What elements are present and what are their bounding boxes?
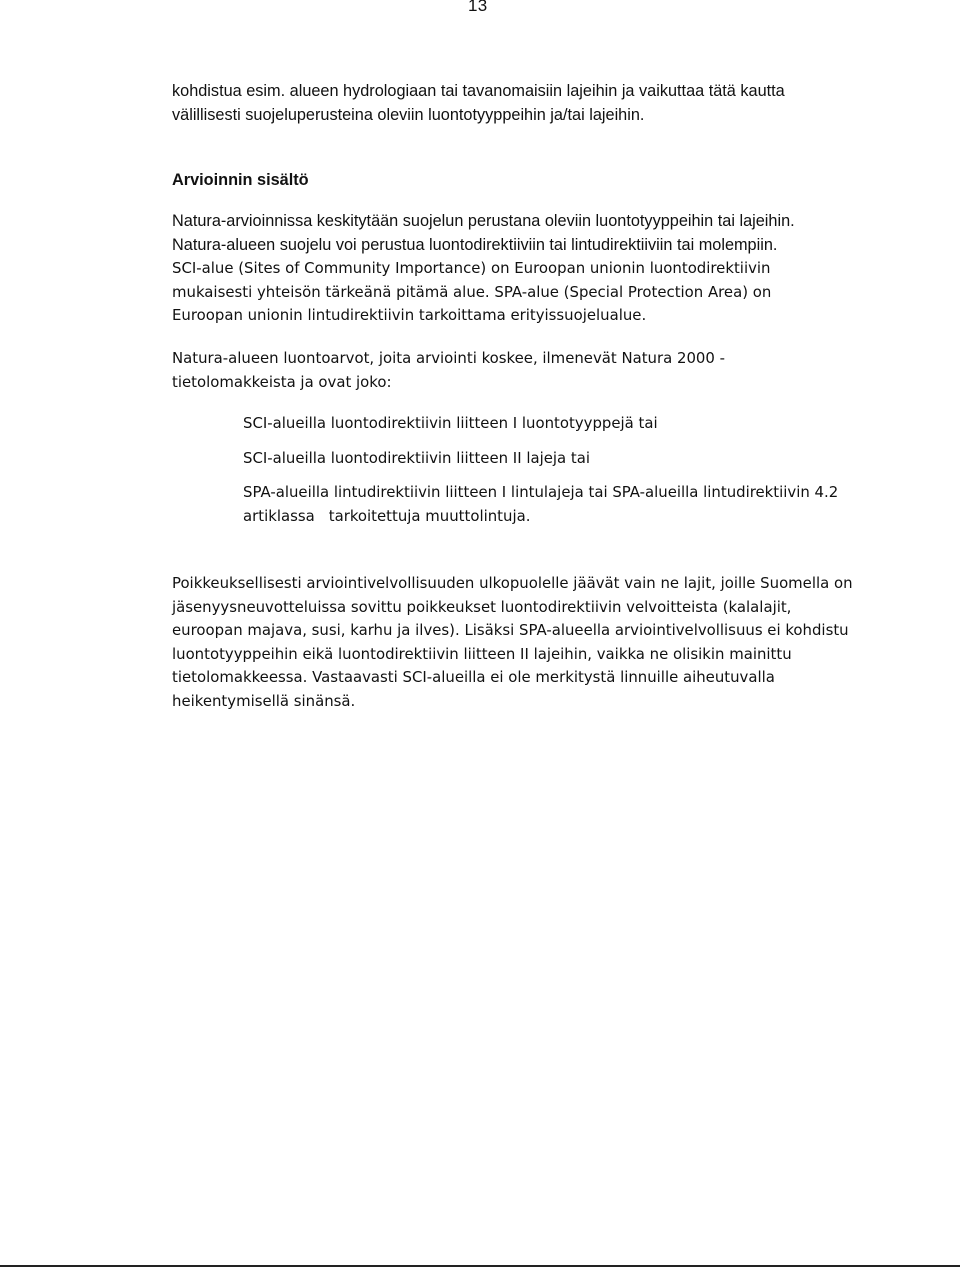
exceptions-paragraph xyxy=(172,572,912,713)
list-item: SCI-alueilla luontodirektiivin liitteen I luontotyyppejä tai xyxy=(243,414,658,432)
text-line: luontotyyppeihin eikä luontodirektiivin liitteen II lajeihin, vaikka ne olisikin mainittu xyxy=(172,644,792,663)
bottom-rule xyxy=(0,1265,960,1267)
intro-paragraph xyxy=(172,209,912,257)
sci-spa-paragraph xyxy=(172,257,912,328)
text-line: jäsenyysneuvotteluissa sovittu poikkeukset luontodirektiivin velvoitteista (kalalajit, xyxy=(172,597,792,616)
continuation-paragraph xyxy=(172,79,912,127)
text-line: heikentymisellä sinänsä. xyxy=(172,691,356,710)
list-item xyxy=(243,481,913,528)
text-line: SPA-alueilla lintudirektiivin liitteen I lintulajeja tai SPA-alueilla lintudirektiivin 4.2 xyxy=(243,483,839,501)
text-line: tarkoitettuja muuttolintuja. xyxy=(328,506,531,525)
text-line: kohdistua esim. alueen hydrologiaan tai tavanomaisiin lajeihin ja vaikuttaa tätä kautta xyxy=(172,82,785,100)
page-number: 13 xyxy=(468,0,488,15)
text-line: Natura-arvioinnissa keskitytään suojelun perustana oleviin luontotyyppeihin tai lajeihin. xyxy=(172,212,795,230)
text-line: Poikkeuksellisesti arviointivelvollisuuden ulkopuolelle jäävät vain ne lajit, joille Suomella on xyxy=(172,574,853,592)
text-line: Euroopan unionin lintudirektiivin tarkoittama erityissuojelualue. xyxy=(172,306,647,324)
values-paragraph xyxy=(172,347,912,394)
section-heading: Arvioinnin sisältö xyxy=(172,171,309,189)
text-line: SCI-alue (Sites of Community Importance) on Euroopan unionin luontodirektiivin xyxy=(172,259,771,277)
text-line: mukaisesti yhteisön tärkeänä pitämä alue. SPA-alue (Special Protection Area) on xyxy=(172,282,772,301)
text-line: tietolomakkeessa. Vastaavasti SCI-alueilla ei ole merkitystä linnuille aiheutuvalla xyxy=(172,668,775,686)
text-line: Natura-alueen suojelu voi perustua luontodirektiiviin tai lintudirektiiviin tai molempiin. xyxy=(172,236,778,254)
text-line: artiklassa xyxy=(243,506,315,525)
text-line: Natura-alueen luontoarvot, joita arviointi koskee, ilmenevät Natura 2000 - xyxy=(172,349,725,367)
text-line: tietolomakkeista ja ovat joko: xyxy=(172,372,392,391)
text-line: euroopan majava, susi, karhu ja ilves). Lisäksi SPA-alueella arviointivelvollisuus ei kohdistu xyxy=(172,621,849,639)
text-line: välillisesti suojeluperusteina oleviin luontotyyppeihin ja/tai lajeihin. xyxy=(172,106,645,124)
list-item: SCI-alueilla luontodirektiivin liitteen II lajeja tai xyxy=(243,449,590,467)
